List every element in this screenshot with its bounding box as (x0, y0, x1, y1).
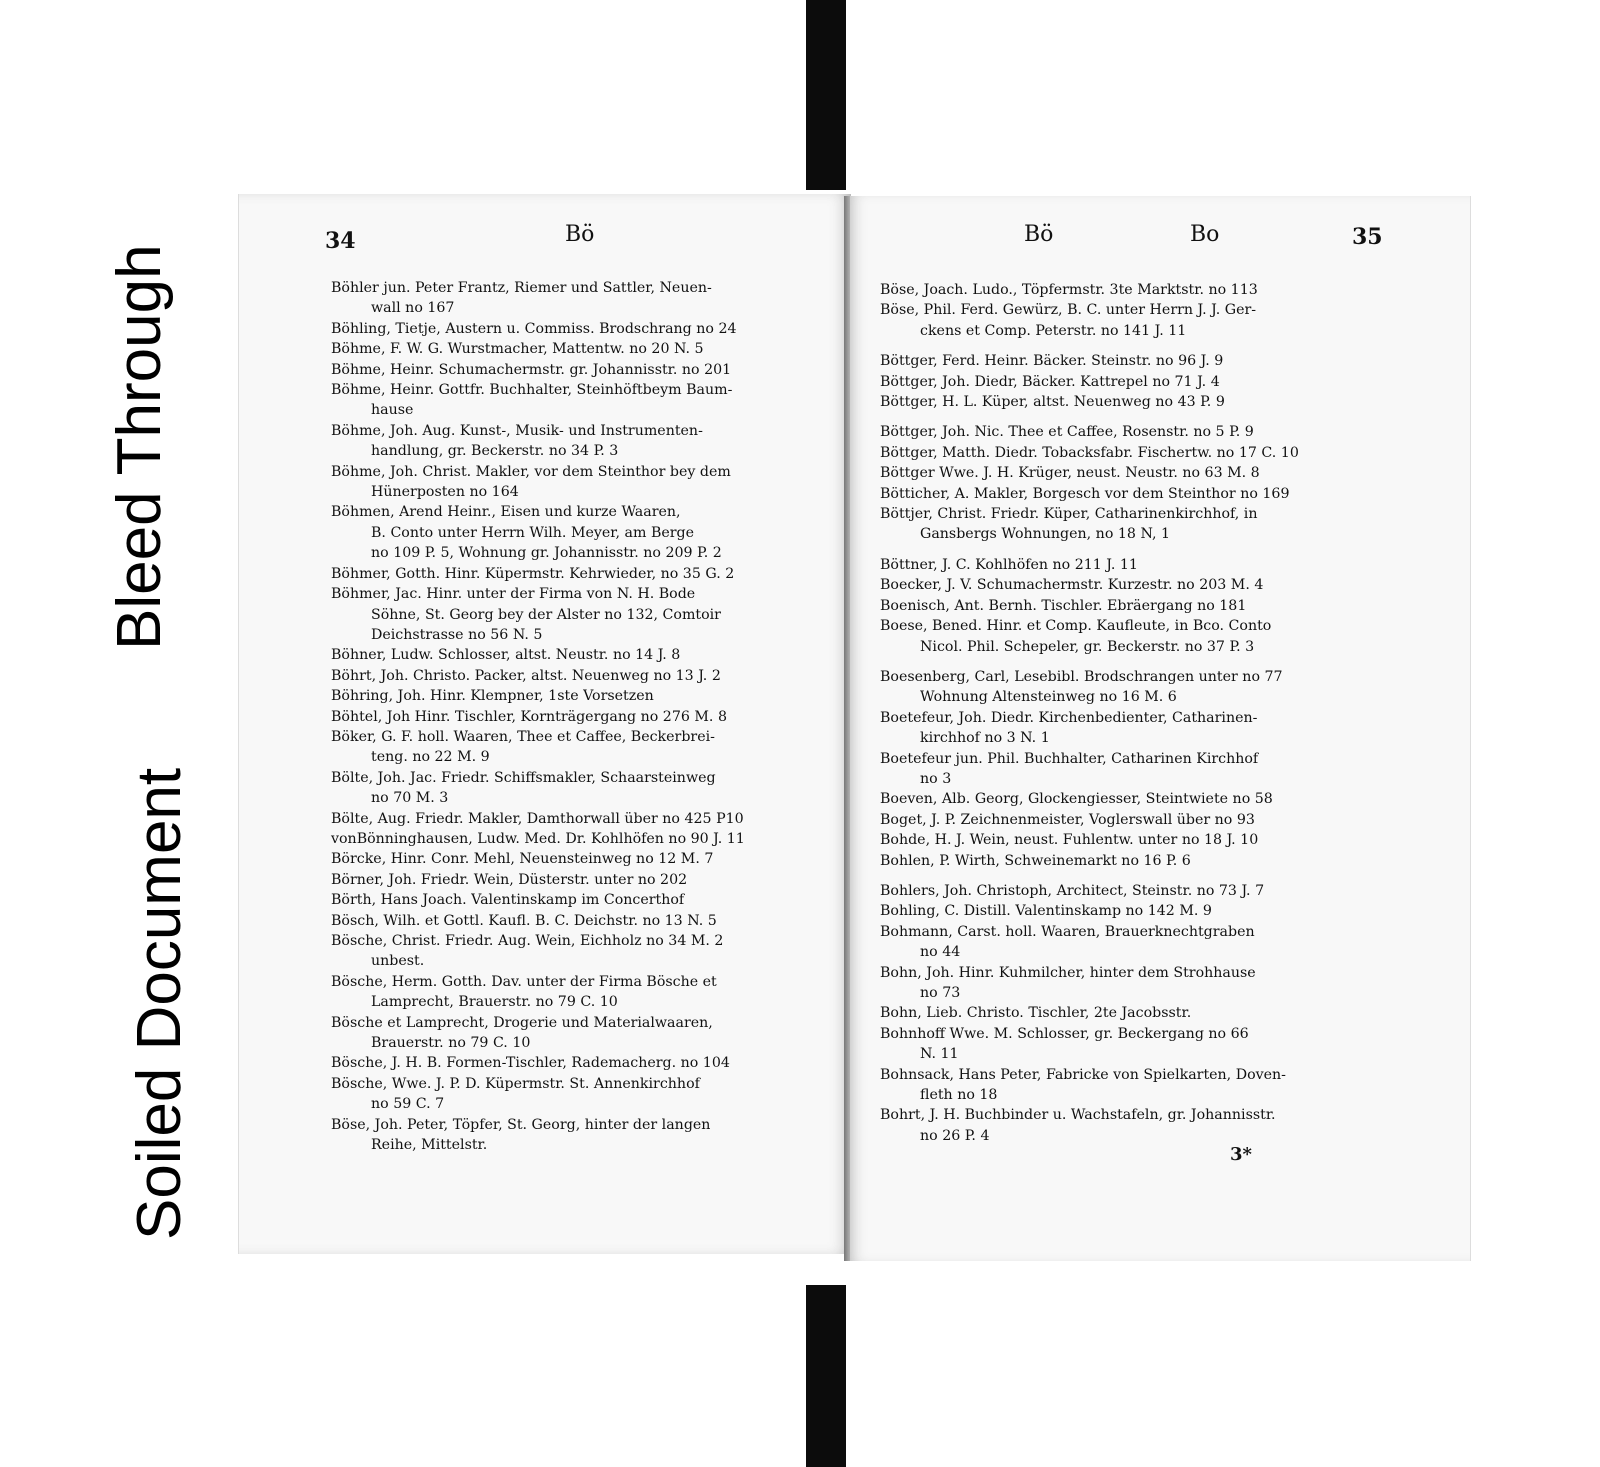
entry-line: Bösche, Wwe. J. P. D. Küpermstr. St. Annenkirchhof (331, 1075, 700, 1092)
entry-line: Böhme, F. W. G. Wurstmacher, Mattentw. no 20 N. 5 (331, 341, 704, 358)
directory-entry (880, 351, 1388, 371)
entry-continuation-line: no 73 (920, 985, 961, 1001)
entry-line: Böhling, Tietje, Austern u. Commiss. Brodschrang no 24 (331, 320, 737, 337)
group-gap (880, 871, 1388, 881)
entry-line: Bohde, H. J. Wein, neust. Fuhlentw. unter no 18 J. 10 (880, 832, 1259, 849)
directory-entry (880, 443, 1388, 463)
entry-continuation-line: Lamprecht, Brauerstr. no 79 C. 10 (371, 994, 618, 1011)
entry-line: vonBönninghausen, Ludw. Med. Dr. Kohlhöfen no 90 J. 11 (331, 830, 745, 847)
directory-entry (880, 392, 1388, 412)
directory-entry (331, 1115, 841, 1156)
entry-line: Böttger, Joh. Nic. Thee et Caffee, Rosenstr. no 5 P. 9 (880, 424, 1254, 441)
entry-line: Böhmer, Gotth. Hinr. Küpermstr. Kehrwieder, no 35 G. 2 (331, 565, 735, 582)
right-page (850, 196, 1471, 1261)
left-page (238, 194, 851, 1254)
entry-line: Böse, Phil. Ferd. Gewürz, B. C. unter Herrn J. J. Ger- (880, 302, 1257, 319)
right-page-entries (880, 280, 1388, 1146)
directory-entry (331, 584, 841, 645)
entry-line: Bohlers, Joh. Christoph, Architect, Steinstr. no 73 J. 7 (880, 882, 1265, 899)
right-page-header-left: Bö (1024, 222, 1054, 247)
entry-line: Böker, G. F. holl. Waaren, Thee et Caffee, Beckerbrei- (331, 728, 715, 745)
entry-line: Böse, Joach. Ludo., Töpfermstr. 3te Marktstr. no 113 (880, 282, 1258, 298)
left-page-number: 34 (325, 228, 356, 254)
directory-entry (331, 1074, 841, 1115)
entry-line: Böhme, Joh. Aug. Kunst-, Musik- und Instrumenten- (331, 422, 703, 439)
bleed-through-label: Bleed Through (105, 244, 174, 650)
entry-continuation-line: teng. no 22 M. 9 (371, 749, 490, 766)
directory-entry (331, 972, 841, 1013)
directory-entry (880, 810, 1388, 830)
directory-entry (331, 502, 841, 563)
entry-continuation-line: N. 11 (920, 1046, 959, 1063)
entry-line: Bösche, Herm. Gotth. Dav. unter der Firma Bösche et (331, 973, 717, 990)
directory-entry (880, 422, 1388, 442)
entry-line: Böhme, Heinr. Schumachermstr. gr. Johannisstr. no 201 (331, 361, 732, 378)
directory-entry (880, 616, 1388, 657)
directory-entry (331, 870, 841, 890)
directory-entry (331, 707, 841, 727)
directory-entry (880, 1105, 1388, 1146)
entry-continuation-line: B. Conto unter Herrn Wilh. Meyer, am Berge (371, 524, 695, 541)
entry-line: Boese, Bened. Hinr. et Comp. Kaufleute, in Bco. Conto (880, 618, 1272, 635)
directory-entry (880, 372, 1388, 392)
entry-line: Böttner, J. C. Kohlhöfen no 211 J. 11 (880, 556, 1138, 573)
entry-line: Bohling, C. Distill. Valentinskamp no 142 M. 9 (880, 903, 1212, 920)
entry-line: Bohnhoff Wwe. M. Schlosser, gr. Beckergang no 66 (880, 1025, 1249, 1042)
entry-line: Bösche, Christ. Friedr. Aug. Wein, Eichholz no 34 M. 2 (331, 933, 724, 949)
binding-strip-bottom (806, 1285, 846, 1467)
entry-continuation-line: Söhne, St. Georg bey der Alster no 132, Comtoir (371, 606, 721, 623)
directory-entry (331, 278, 841, 319)
entry-line: Böttger, Ferd. Heinr. Bäcker. Steinstr. no 96 J. 9 (880, 353, 1224, 370)
entry-continuation-line: Gansbergs Wohnungen, no 18 N, 1 (920, 526, 1170, 543)
directory-entry (880, 463, 1388, 483)
directory-entry (331, 666, 841, 686)
entry-continuation-line: unbest. (371, 953, 425, 970)
entry-continuation-line: Reihe, Mittelstr. (371, 1137, 488, 1154)
binding-strip-top (806, 0, 846, 190)
signature-mark: 3* (1230, 1144, 1252, 1165)
directory-entry (880, 596, 1388, 616)
directory-entry (880, 922, 1388, 963)
directory-entry (331, 319, 841, 339)
entry-continuation-line: Brauerstr. no 79 C. 10 (371, 1035, 531, 1052)
entry-continuation-line: no 26 P. 4 (920, 1127, 990, 1144)
entry-line: Boetefeur, Joh. Diedr. Kirchenbedienter, Catharinen- (880, 709, 1258, 726)
directory-entry (331, 911, 841, 931)
entry-line: Boesenberg, Carl, Lesebibl. Brodschrangen unter no 77 (880, 668, 1283, 685)
directory-entry (880, 575, 1388, 595)
entry-line: Bohn, Joh. Hinr. Kuhmilcher, hinter dem Strohhause (880, 964, 1256, 981)
group-gap (880, 341, 1388, 351)
directory-entry (880, 484, 1388, 504)
entry-continuation-line: no 109 P. 5, Wohnung gr. Johannisstr. no 209 P. 2 (371, 545, 722, 562)
entry-continuation-line: no 44 (920, 944, 961, 961)
right-page-number: 35 (1352, 224, 1383, 250)
entry-continuation-line: ckens et Comp. Peterstr. no 141 J. 11 (920, 322, 1187, 339)
directory-entry (331, 564, 841, 584)
directory-entry (331, 1013, 841, 1054)
directory-entry (880, 300, 1388, 341)
entry-continuation-line: no 70 M. 3 (371, 790, 449, 807)
entry-line: Böttger Wwe. J. H. Krüger, neust. Neustr. no 63 M. 8 (880, 465, 1260, 482)
entry-line: Bohrt, J. H. Buchbinder u. Wachstafeln, gr. Johannisstr. (880, 1107, 1276, 1124)
entry-continuation-line: handlung, gr. Beckerstr. no 34 P. 3 (371, 443, 619, 460)
directory-entry (331, 645, 841, 665)
entry-line: Bohlen, P. Wirth, Schweinemarkt no 16 P. 6 (880, 852, 1191, 869)
directory-entry (331, 768, 841, 809)
directory-entry (880, 881, 1388, 901)
group-gap (880, 657, 1388, 667)
directory-entry (880, 851, 1388, 871)
entry-continuation-line: kirchhof no 3 N. 1 (920, 730, 1050, 747)
directory-entry (331, 686, 841, 706)
directory-entry (880, 555, 1388, 575)
entry-line: Boetefeur jun. Phil. Buchhalter, Catharinen Kirchhof (880, 750, 1259, 767)
entry-line: Bösche, J. H. B. Formen-Tischler, Rademacherg. no 104 (331, 1055, 730, 1072)
entry-line: Böhrt, Joh. Christo. Packer, altst. Neuenweg no 13 J. 2 (331, 667, 721, 684)
entry-line: Bölte, Joh. Jac. Friedr. Schiffsmakler, Schaarsteinweg (331, 769, 716, 786)
directory-entry (331, 339, 841, 359)
entry-line: Bohnsack, Hans Peter, Fabricke von Spielkarten, Doven- (880, 1066, 1286, 1083)
entry-continuation-line: fleth no 18 (920, 1087, 998, 1104)
entry-line: Bösch, Wilh. et Gottl. Kaufl. B. C. Deichstr. no 13 N. 5 (331, 912, 717, 929)
directory-entry (880, 708, 1388, 749)
entry-line: Böhtel, Joh Hinr. Tischler, Kornträgergang no 276 M. 8 (331, 708, 727, 725)
entry-line: Böttjer, Christ. Friedr. Küper, Catharinenkirchhof, in (880, 506, 1258, 523)
group-gap (880, 412, 1388, 422)
entry-line: Boeven, Alb. Georg, Glockengiesser, Steintwiete no 58 (880, 791, 1273, 808)
directory-entry (880, 1065, 1388, 1106)
entry-line: Böhme, Joh. Christ. Makler, vor dem Steinthor bey dem (331, 463, 731, 480)
directory-entry (880, 830, 1388, 850)
entry-line: Börth, Hans Joach. Valentinskamp im Concerthof (331, 892, 685, 909)
directory-entry (331, 421, 841, 462)
entry-continuation-line: Nicol. Phil. Schepeler, gr. Beckerstr. no 37 P. 3 (920, 638, 1255, 655)
entry-line: Bösche et Lamprecht, Drogerie und Materialwaaren, (331, 1014, 713, 1031)
directory-entry (331, 931, 841, 972)
directory-entry (880, 1024, 1388, 1065)
left-page-entries (331, 278, 841, 1155)
entry-line: Boget, J. P. Zeichnenmeister, Voglerswall über no 93 (880, 811, 1255, 828)
entry-line: Börcke, Hinr. Conr. Mehl, Neuensteinweg no 12 M. 7 (331, 851, 714, 868)
entry-line: Bölte, Aug. Friedr. Makler, Damthorwall über no 425 P10 (331, 810, 744, 827)
directory-entry (331, 829, 841, 849)
entry-continuation-line: Hünerposten no 164 (371, 484, 519, 501)
directory-entry (331, 360, 841, 380)
entry-line: Börner, Joh. Friedr. Wein, Düsterstr. unter no 202 (331, 871, 688, 888)
directory-entry (331, 890, 841, 910)
entry-line: Boecker, J. V. Schumachermstr. Kurzestr. no 203 M. 4 (880, 577, 1264, 594)
entry-continuation-line: no 3 (920, 770, 952, 787)
directory-entry (880, 749, 1388, 790)
entry-line: Bohn, Lieb. Christo. Tischler, 2te Jacobsstr. (880, 1005, 1192, 1022)
directory-entry (331, 809, 841, 829)
directory-entry (880, 667, 1388, 708)
entry-continuation-line: no 59 C. 7 (371, 1096, 445, 1113)
entry-continuation-line: Deichstrasse no 56 N. 5 (371, 626, 543, 643)
entry-line: Böhmen, Arend Heinr., Eisen und kurze Waaren, (331, 504, 681, 521)
entry-line: Böhmer, Jac. Hinr. unter der Firma von N. H. Bode (331, 586, 696, 603)
entry-continuation-line: wall no 167 (371, 300, 455, 317)
directory-entry (880, 504, 1388, 545)
directory-entry (880, 901, 1388, 921)
entry-line: Böttger, H. L. Küper, altst. Neuenweg no 43 P. 9 (880, 394, 1225, 411)
entry-line: Bohmann, Carst. holl. Waaren, Brauerknechtgraben (880, 923, 1255, 940)
entry-line: Boenisch, Ant. Bernh. Tischler. Ebräergang no 181 (880, 597, 1247, 614)
directory-entry (331, 380, 841, 421)
entry-line: Böhme, Heinr. Gottfr. Buchhalter, Steinhöftbeym Baum- (331, 382, 733, 399)
directory-entry (331, 727, 841, 768)
directory-entry (331, 1053, 841, 1073)
directory-entry (880, 963, 1388, 1004)
entry-continuation-line: hause (371, 402, 414, 419)
entry-line: Böhler jun. Peter Frantz, Riemer und Sattler, Neuen- (331, 280, 712, 296)
right-page-header-right: Bo (1190, 222, 1220, 247)
directory-entry (331, 849, 841, 869)
soiled-document-label: Soiled Document (125, 767, 194, 1240)
directory-entry (880, 1003, 1388, 1023)
directory-entry (331, 462, 841, 503)
entry-line: Böhring, Joh. Hinr. Klempner, 1ste Vorsetzen (331, 688, 654, 705)
left-page-header: Bö (565, 222, 595, 247)
group-gap (880, 545, 1388, 555)
directory-entry (880, 280, 1388, 300)
entry-continuation-line: Wohnung Altensteinweg no 16 M. 6 (920, 689, 1177, 706)
entry-line: Böse, Joh. Peter, Töpfer, St. Georg, hinter der langen (331, 1116, 711, 1133)
entry-line: Böttger, Joh. Diedr, Bäcker. Kattrepel no 71 J. 4 (880, 373, 1220, 390)
directory-entry (880, 789, 1388, 809)
entry-line: Böttger, Matth. Diedr. Tobacksfabr. Fischertw. no 17 C. 10 (880, 444, 1299, 461)
entry-line: Bötticher, A. Makler, Borgesch vor dem Steinthor no 169 (880, 485, 1290, 502)
entry-line: Böhner, Ludw. Schlosser, altst. Neustr. no 14 J. 8 (331, 647, 681, 664)
